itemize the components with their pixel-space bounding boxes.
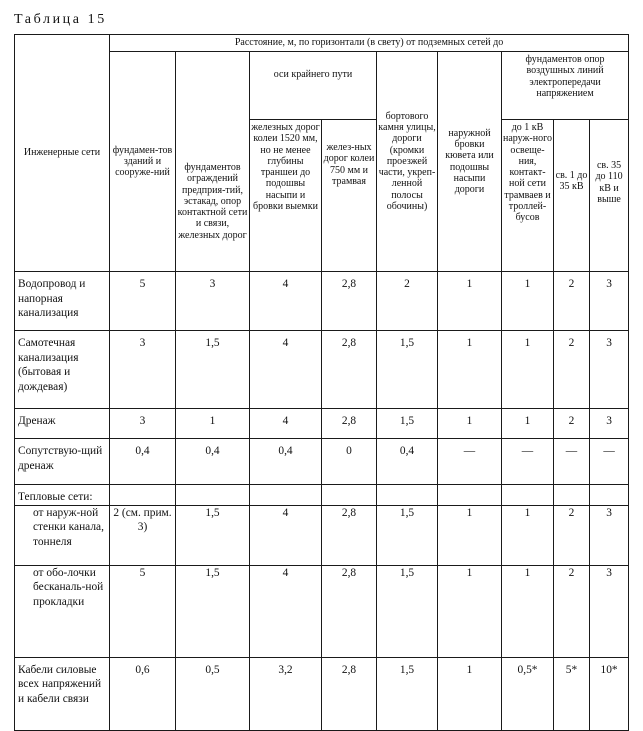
header-kv-35-110: св. 35 до 110 кВ и выше bbox=[590, 120, 629, 272]
cell-value bbox=[176, 485, 250, 506]
table-row bbox=[15, 565, 629, 657]
table-row bbox=[15, 657, 629, 730]
cell-value: 1 bbox=[502, 409, 554, 439]
header-power-line-supports: фундаментов опор воздушных линий электропередачи напряжением bbox=[502, 52, 629, 120]
row-name: Самотечная канализация (бытовая и дождевая) bbox=[15, 331, 110, 409]
cell-value: 0,4 bbox=[176, 439, 250, 485]
cell-value: 1 bbox=[438, 409, 502, 439]
cell-value: 2 bbox=[554, 505, 590, 565]
cell-value bbox=[502, 485, 554, 506]
cell-value: 0,5 bbox=[176, 657, 250, 730]
table-caption: Таблица 15 bbox=[14, 12, 107, 27]
cell-value: 2 bbox=[377, 272, 438, 331]
cell-value: 4 bbox=[250, 409, 322, 439]
cell-value: 1 bbox=[438, 331, 502, 409]
row-name: Кабели силовые всех напряжений и кабели связи bbox=[15, 657, 110, 730]
cell-value: 1,5 bbox=[377, 565, 438, 657]
header-ditch-edge: наружной бровки кювета или подошвы насыпи дороги bbox=[438, 52, 502, 272]
row-name: от наруж-ной стенки канала, тоннеля bbox=[15, 505, 110, 565]
cell-value: 2,8 bbox=[322, 331, 377, 409]
cell-value: 0,4 bbox=[250, 439, 322, 485]
cell-value: 1 bbox=[176, 409, 250, 439]
cell-value: 3 bbox=[590, 505, 629, 565]
table-row bbox=[15, 439, 629, 485]
cell-value: 1,5 bbox=[176, 505, 250, 565]
row-name: Дренаж bbox=[15, 409, 110, 439]
row-name: Водопровод и напорная канализация bbox=[15, 272, 110, 331]
cell-value: 4 bbox=[250, 505, 322, 565]
cell-value: 2,8 bbox=[322, 657, 377, 730]
cell-value: 2,8 bbox=[322, 409, 377, 439]
header-engineering-networks: Инженерные сети bbox=[15, 35, 110, 272]
header-kv-1-35: св. 1 до 35 кВ bbox=[554, 120, 590, 272]
header-building-foundations: фундамен-тов зданий и сооруже-ний bbox=[110, 52, 176, 272]
cell-value: 2 bbox=[554, 331, 590, 409]
cell-value: 3 bbox=[110, 409, 176, 439]
cell-value: 3 bbox=[590, 331, 629, 409]
cell-value: 1 bbox=[502, 272, 554, 331]
header-railway-1520: железных дорог колеи 1520 мм, но не менее глубины траншеи до подошвы насыпи и бровки выемки bbox=[250, 120, 322, 272]
row-name: Тепловые сети: bbox=[15, 485, 110, 506]
cell-value: 1 bbox=[438, 505, 502, 565]
cell-value: 3 bbox=[590, 272, 629, 331]
header-outer-track-axis: оси крайнего пути bbox=[250, 52, 377, 120]
cell-value bbox=[110, 485, 176, 506]
cell-value: 3 bbox=[176, 272, 250, 331]
cell-value: — bbox=[502, 439, 554, 485]
table-row bbox=[15, 505, 629, 565]
cell-value: — bbox=[554, 439, 590, 485]
header-railway-750: желез-ных дорог колеи 750 мм и трамвая bbox=[322, 120, 377, 272]
cell-value bbox=[322, 485, 377, 506]
cell-value: 1,5 bbox=[377, 657, 438, 730]
row-name: Сопутствую-щий дренаж bbox=[15, 439, 110, 485]
row-name: от обо-лочки бесканаль-ной прокладки bbox=[15, 565, 110, 657]
cell-value: 2,8 bbox=[322, 565, 377, 657]
header-distance-group: Расстояние, м, по горизонтали (в свету) от подземных сетей до bbox=[110, 35, 629, 52]
cell-value: 3,2 bbox=[250, 657, 322, 730]
cell-value: 2 bbox=[554, 272, 590, 331]
cell-value bbox=[377, 485, 438, 506]
cell-value: 2,8 bbox=[322, 505, 377, 565]
cell-value: 0,4 bbox=[110, 439, 176, 485]
table-row bbox=[15, 485, 629, 506]
cell-value: 1,5 bbox=[176, 565, 250, 657]
cell-value: 4 bbox=[250, 331, 322, 409]
cell-value: 1 bbox=[438, 657, 502, 730]
header-enterprise-fences: фундаментов ограждений предприя-тий, эстакад, опор контактной сети и связи, железных дорог bbox=[176, 52, 250, 272]
cell-value bbox=[438, 485, 502, 506]
cell-value: — bbox=[438, 439, 502, 485]
cell-value: 3 bbox=[590, 409, 629, 439]
header-up-to-1kv: до 1 кВ наруж-ного освеще-ния, контакт-ной сети трамваев и троллей-бусов bbox=[502, 120, 554, 272]
cell-value bbox=[250, 485, 322, 506]
cell-value: 1 bbox=[502, 565, 554, 657]
cell-value bbox=[590, 485, 629, 506]
table-row bbox=[15, 331, 629, 409]
table-row bbox=[15, 272, 629, 331]
cell-value: 0,5* bbox=[502, 657, 554, 730]
cell-value: 5 bbox=[110, 272, 176, 331]
cell-value: 10* bbox=[590, 657, 629, 730]
cell-value: 1,5 bbox=[377, 331, 438, 409]
cell-value: 2 bbox=[554, 565, 590, 657]
cell-value: 3 bbox=[110, 331, 176, 409]
cell-value: 3 bbox=[590, 565, 629, 657]
cell-value: 0,6 bbox=[110, 657, 176, 730]
cell-value: 1,5 bbox=[377, 505, 438, 565]
cell-value: 1,5 bbox=[377, 409, 438, 439]
cell-value: 1 bbox=[438, 565, 502, 657]
cell-value: 0,4 bbox=[377, 439, 438, 485]
cell-value: 2,8 bbox=[322, 272, 377, 331]
cell-value: 1,5 bbox=[176, 331, 250, 409]
cell-value: 5 bbox=[110, 565, 176, 657]
cell-value: 5* bbox=[554, 657, 590, 730]
cell-value: 0 bbox=[322, 439, 377, 485]
cell-value: 1 bbox=[502, 505, 554, 565]
header-curb-stone: бортового камня улицы, дороги (кромки проезжей части, укреп-ленной полосы обочины) bbox=[377, 52, 438, 272]
cell-value: 2 (см. прим. 3) bbox=[110, 505, 176, 565]
cell-value: 4 bbox=[250, 272, 322, 331]
distance-table bbox=[14, 34, 629, 731]
cell-value: 2 bbox=[554, 409, 590, 439]
cell-value bbox=[554, 485, 590, 506]
table-row bbox=[15, 409, 629, 439]
cell-value: 4 bbox=[250, 565, 322, 657]
cell-value: — bbox=[590, 439, 629, 485]
cell-value: 1 bbox=[502, 331, 554, 409]
cell-value: 1 bbox=[438, 272, 502, 331]
